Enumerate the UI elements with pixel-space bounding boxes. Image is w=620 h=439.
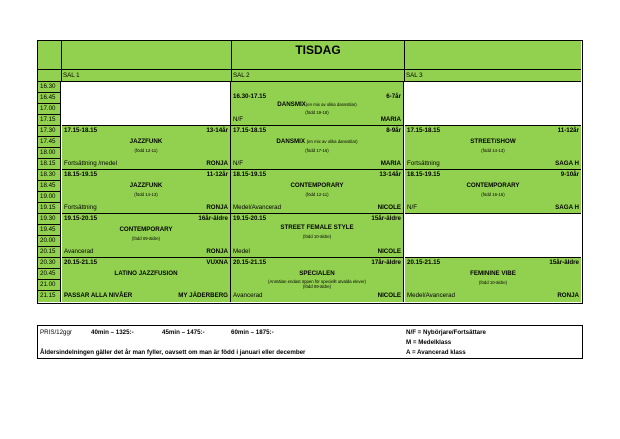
class-time: 18.15-19.15 [233,171,267,178]
class-level: Avancerad [233,292,263,299]
class-level: N/F [233,160,243,167]
time-label: 18.45 [38,181,61,192]
time-label: 17.45 [38,137,61,148]
room-label-3: SAL 3 [406,72,423,79]
class-teacher: RONJA [206,204,228,211]
class-born: (född 09-äldre) [302,284,332,289]
class-age: 17år-äldre [371,259,401,266]
class-note: (en mix av olika dansstilar) [305,102,357,107]
time-label: 18.30 [38,170,61,181]
class-name: DANSMIX [277,101,306,108]
time-label: 18.15 [38,159,61,170]
time-label: 19.00 [38,192,61,203]
time-label: 20.45 [38,269,61,280]
price-60: 60min – 1875:- [231,329,274,336]
class-name: DANSMIX [276,138,305,145]
class-teacher: MARIA [380,116,401,123]
class-level: Medel/Avancerad [233,204,282,211]
empty-slot [405,82,581,126]
class-teacher: SAGA H [555,204,579,211]
page-title: TISDAG [295,43,341,57]
time-label: 20.00 [38,236,61,247]
time-label: 18.00 [38,148,61,159]
class-time: 19.15-20.15 [64,215,98,222]
time-label: 20.30 [38,258,61,269]
class-born: (född 17-16) [305,148,329,153]
class-age: 13-14år [206,127,228,134]
title-row [38,41,581,70]
time-label: 16.30 [38,82,61,93]
class-name: CONTEMPORARY [119,226,173,233]
class-born: (född 16-15) [481,192,505,197]
class-time: 17.15-18.15 [64,127,98,134]
time-label: 17.00 [38,104,61,115]
class-card-latino [62,258,231,302]
time-label: 19.15 [38,203,61,214]
time-label: 17.30 [38,126,61,137]
time-label: 20.15 [38,247,61,258]
class-card-streetshow [405,126,581,170]
class-age: 13-14år [379,171,401,178]
class-teacher: NICOLE [377,292,401,299]
price-40: 40min – 1325:- [91,329,134,336]
class-time: 18.15-19.15 [407,171,441,178]
class-teacher: NICOLE [377,204,401,211]
class-name: JAZZFUNK [129,138,163,145]
class-name: FEMININE VIBE [470,270,516,277]
room-label-2: SAL 2 [233,72,250,79]
class-level: N/F [407,204,417,211]
class-level: Fortsättning [407,160,440,167]
class-born: (född 10-äldre) [302,234,332,239]
class-teacher: MY JÄDERBERG [178,292,228,299]
class-born: (född 14-13) [481,148,505,153]
class-name: CONTEMPORARY [466,182,520,189]
class-level: Fortsättning /medel [64,160,117,167]
class-time: 20.15-21.15 [407,259,441,266]
class-born: (född 09-äldre) [131,236,161,241]
class-teacher: RONJA [557,292,579,299]
class-time: 17.15-18.15 [233,127,267,134]
price-45: 45min – 1475:- [162,329,205,336]
class-teacher: NICOLE [377,248,401,255]
class-teacher: RONJA [206,248,228,255]
age-note: Åldersindelningen gäller det år man fyller, oavsett om man är född i januari eller december [40,349,306,356]
time-column [38,82,61,302]
time-label: 16.45 [38,93,61,104]
class-level: N/F [233,116,243,123]
class-level: Medel/Avancerad [407,292,456,299]
legend-nf: N/F = Nybörjare/Fortsättare [406,329,486,336]
class-name: JAZZFUNK [129,182,163,189]
class-level: Avancerad [64,248,94,255]
class-level: Medel [233,248,250,255]
class-age: 15år-äldre [549,259,579,266]
info-box [37,325,583,359]
class-born: (född 12-11) [305,192,329,197]
class-name: SPECIALEN [299,270,335,277]
price-label: PRIS/12ggr [40,329,72,336]
class-level: Fortsättning [64,204,97,211]
class-age: 11-12år [557,127,579,134]
time-label: 19.30 [38,214,61,225]
class-teacher: RONJA [206,160,228,167]
class-age: 8-9år [386,127,401,134]
time-label: 19.45 [38,225,61,236]
class-born: (född 10-äldre) [478,280,508,285]
empty-slot [62,82,231,126]
class-name: STREET FEMALE STYLE [280,224,354,231]
class-card-contemporary-2 [405,170,581,214]
class-name: LATINO JAZZFUSION [114,270,178,277]
class-card-feminine [405,258,581,302]
class-born: (född 14-13) [134,192,158,197]
class-age: 16år-äldre [198,215,228,222]
class-time: 18.15-19.15 [64,171,98,178]
class-card-specialen [231,258,404,302]
class-age: 9-10år [560,171,579,178]
legend-m: M = Medelklass [406,339,452,346]
class-card-dansmix-1 [231,82,404,126]
class-age: 6-7år [386,93,401,100]
class-age: 11-12år [206,171,228,178]
time-label: 21.15 [40,292,56,299]
class-card-dansmix-2 [231,126,404,170]
class-born: (född 12-11) [134,148,158,153]
class-card-contemporary-3 [62,214,231,258]
class-time: 20.15-21.15 [64,259,98,266]
class-level: PASSAR ALLA NIVÅER [64,292,133,299]
class-teacher: MARIA [380,160,401,167]
class-card-jazzfunk-2 [62,170,231,214]
class-time: 17.15-18.15 [407,127,441,134]
class-born: (född 19-18) [305,110,329,115]
class-time: 19.15-20.15 [233,215,267,222]
class-age: 15år-äldre [371,215,401,222]
legend-a: A = Avancerad klass [406,349,466,356]
class-card-street-female [231,214,404,258]
class-name: STREET/SHOW [470,138,516,145]
empty-slot [405,214,581,258]
room-header-row [38,70,581,82]
class-note: (en mix av olika dansstilar) [306,139,358,144]
class-time: 16.30-17.15 [233,93,267,100]
class-teacher: SAGA H [555,160,579,167]
room-label-1: SAL 1 [63,72,80,79]
class-name: CONTEMPORARY [290,182,344,189]
schedule-table [37,40,583,304]
class-time: 20.15-21.15 [233,259,267,266]
time-label: 17.15 [38,115,61,126]
class-card-contemporary-1 [231,170,404,214]
class-card-jazzfunk-1 [62,126,231,170]
class-note: (Anmälan endast öppen för speciellt utvalda elever) [268,279,366,284]
time-label: 21.00 [38,280,61,291]
class-age: VUXNA [206,259,228,266]
